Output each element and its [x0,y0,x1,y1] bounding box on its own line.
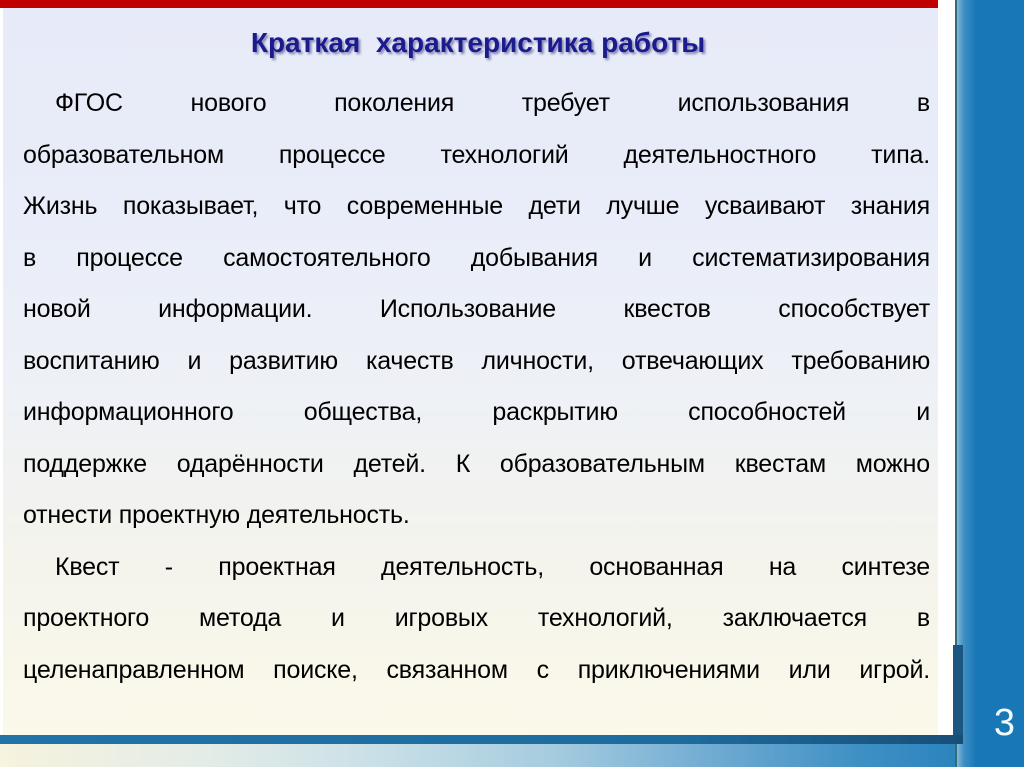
red-accent-bar [0,0,938,8]
text-line: целенаправленном поиске, связанном с приключениями или игрой. [23,655,930,684]
text-line: Жизнь показывает, что современные дети лучше усваивают знания [23,192,930,220]
text-line: информационного общества, раскрытию способностей и [23,398,930,426]
slide-title: Краткая характеристика работы [250,27,706,58]
bottom-shadow-bar [0,735,963,744]
text-line: образовательном процессе технологий деятельностного типа. [23,140,930,169]
right-white-gutter [938,0,955,735]
left-edge-strip [0,8,3,735]
text-line: новой информации. Использование квестов способствует [23,295,930,323]
text-line: отнести проектную деятельность. [23,501,410,529]
text-line: проектного метода и игровых технологий, заключается в [23,604,930,632]
body-text-block [23,78,930,696]
text-line: Квест - проектная деятельность, основанная на синтезе [55,552,930,581]
bottom-gradient-strip [0,744,955,767]
right-blue-band [955,0,1024,767]
text-line: ФГОС нового поколения требует использования в [55,89,930,117]
page-number: 3 [993,702,1015,744]
panel-corner-shadow [953,645,963,744]
text-line: в процессе самостоятельного добывания и систематизирования [23,243,930,272]
text-line: поддержке одарённости детей. К образовательным квестам можно [23,449,930,478]
text-line: воспитанию и развитию качеств личности, отвечающих требованию [23,346,930,375]
